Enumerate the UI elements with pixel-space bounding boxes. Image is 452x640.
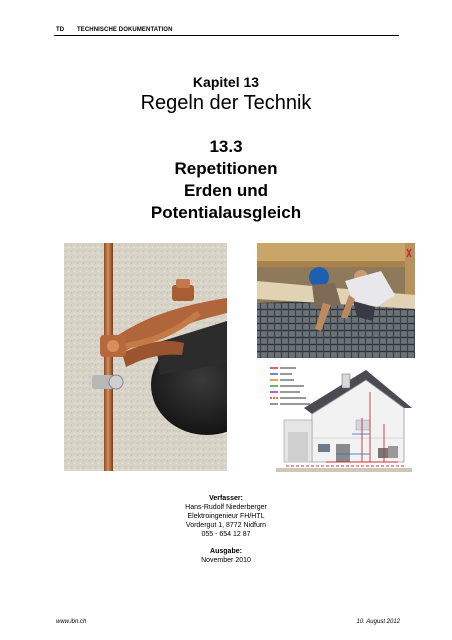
section-title-line-3: Potentialausgleich [150,203,302,222]
section-title-line-2: Erden und [183,181,269,200]
header-abbreviation: TD [56,27,65,33]
section-title-line-1: Repetitionen [174,159,278,178]
author-phone: 055 - 654 12 87 [201,531,251,538]
footer-date: 10. August 2012 [356,619,400,625]
author-label: Verfasser: [209,495,243,502]
author-role: Elektroingenieur FH/HTL [187,513,265,520]
edition-date: November 2010 [201,557,251,564]
chapter-label: Kapitel 13 [192,74,260,90]
footer-website[interactable]: www.ibn.ch [56,619,87,625]
chapter-title: Regeln der Technik [140,92,312,114]
edition-block [0,547,452,565]
header-rule [54,35,399,36]
author-address: Vordergut 1, 8772 Nidfurn [185,522,267,529]
earthing-clamp-photo [64,243,227,471]
section-number: 13.3 [209,137,243,156]
section-title [0,158,452,224]
header-department: TECHNISCHE DOKUMENTATION [77,27,173,33]
author-name: Hans-Rudolf Niederberger [185,504,267,511]
author-block [0,494,452,539]
foundation-electrode-photo [257,243,415,358]
house-bonding-diagram [266,362,418,474]
edition-label: Ausgabe: [210,548,242,555]
